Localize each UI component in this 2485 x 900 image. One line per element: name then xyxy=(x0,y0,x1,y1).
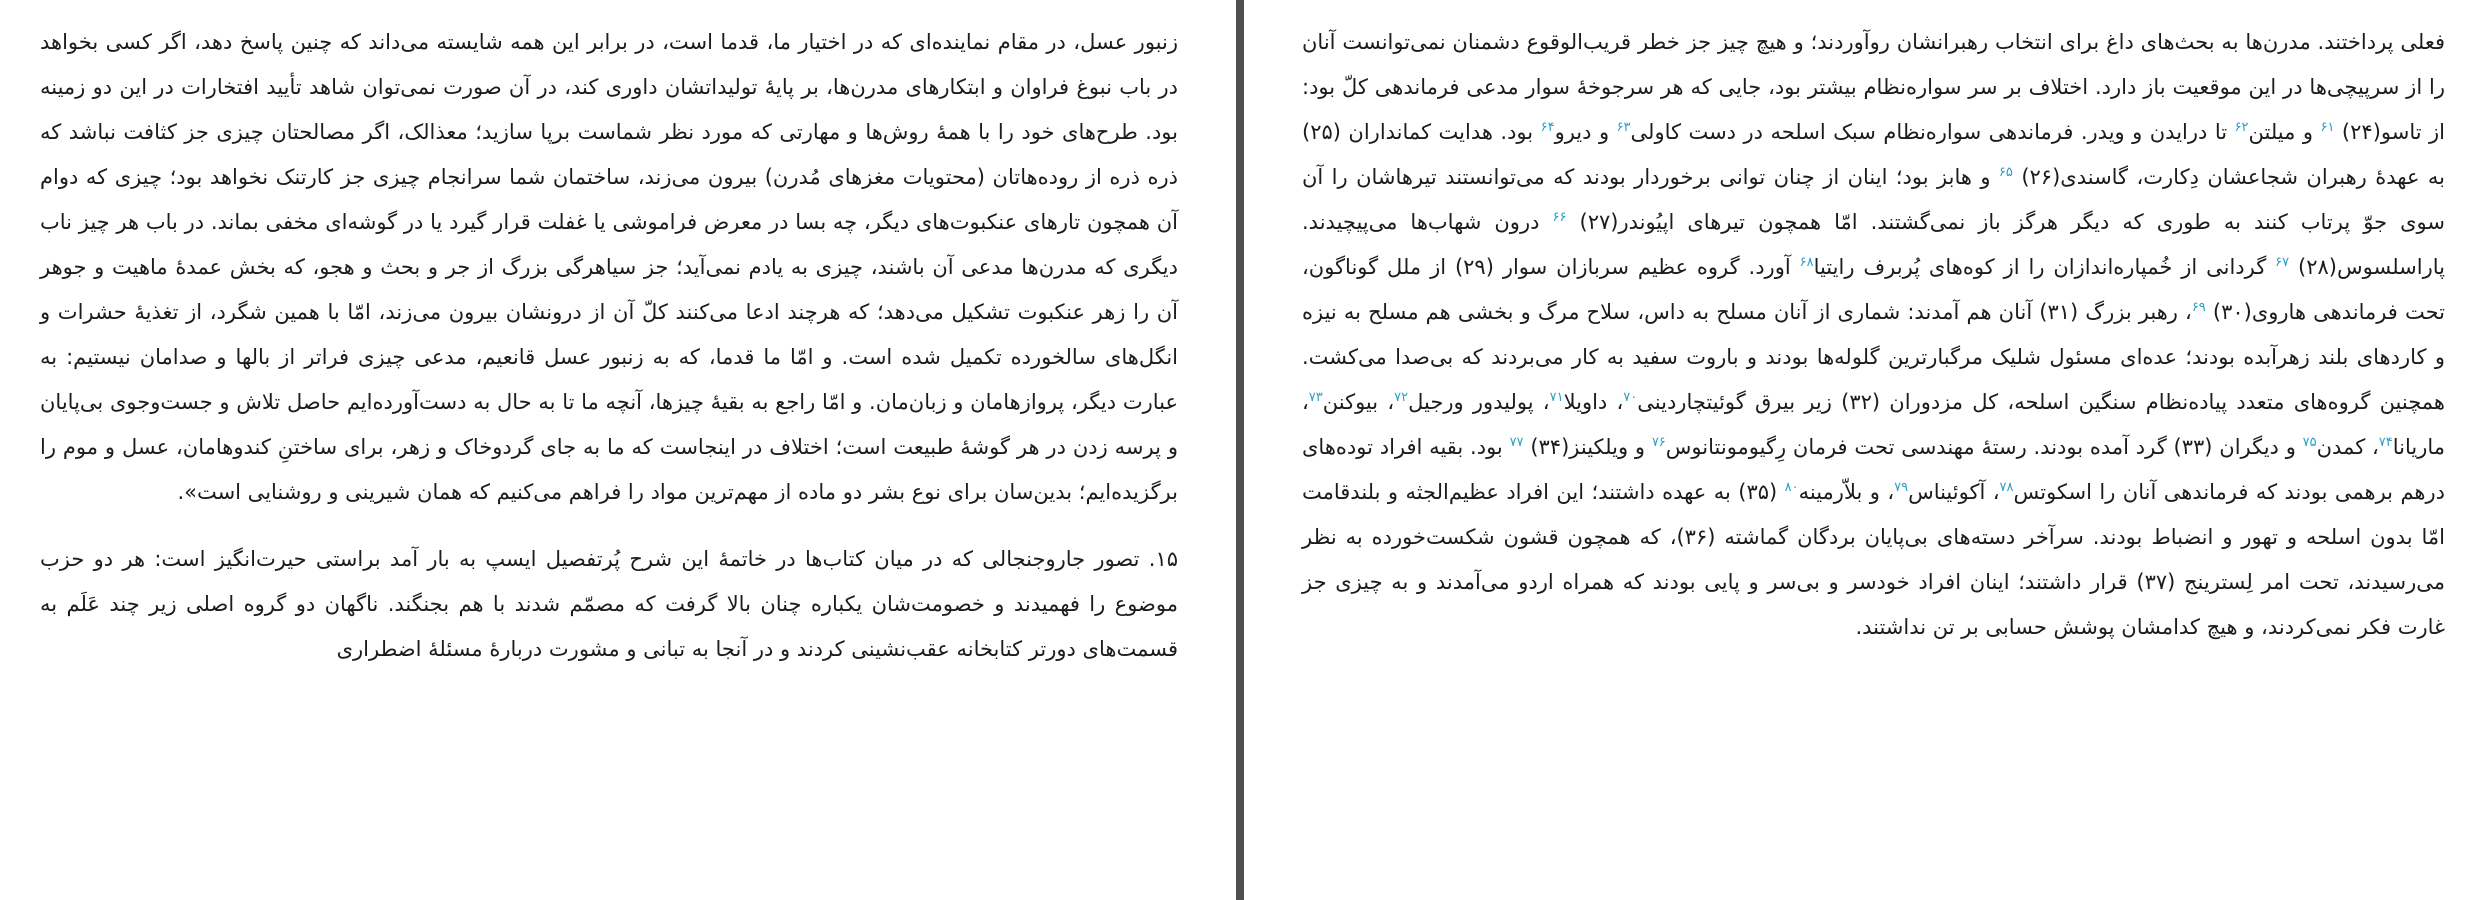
left-page-paragraph-1: زنبور عسل، در مقام نماینده‌ای که در اختیار ما، قدما است، در برابر این همه شایسته می‌داند که چنین پاسخ دهد، اگر کسی بخواهد در باب نبوغ فراوان و ابتکارهای مدرن‌ها، بر پایهٔ تولیداتشان داوری کند، در آن صورت نمی‌توان شاهد تأیید افتخارات در این دو زمینه بود. طرح‌های خود را با همهٔ روش‌ها و مهارتی که مورد نظر شماست برپا سازید؛ معذالک، اگر مصالحتان چیزی جز کثافت نباشد که ذره ذره از روده‌هاتان (محتویات مغزهای مُدرن) بیرون می‌زند، ساختمان شما سرانجام چیزی جز کارتنک نخواهد بود؛ چیزی که دوام آن همچون تارهای عنکبوت‌های دیگر، چه بسا در معرض فراموشی یا غفلت قرار گیرد یا در گوشه‌ای مخفی بماند. در باب هر چیز ناب دیگری که مدرن‌ها مدعی آن باشند، چیزی به یادم نمی‌آید؛ جز سیاهرگی بزرگ از جر و بحث و هجو، که بخش عمدهٔ ماهیت و جوهر آن را زهر عنکبوت تشکیل می‌دهد؛ که هرچند ادعا می‌کنند کلّ آن از درونشان بیرون می‌زند، امّا با همین شگرد، از تغذیهٔ حشرات و انگل‌های سالخورده تکمیل شده است. و امّا ما قدما، که به زنبور عسل قانعیم، مدعی چیزی فراتر از بالها و صدامان نیستیم: به عبارت دیگر، پروازهامان و زبان‌مان. و امّا راجع به بقیهٔ چیزها، آنچه ما تا به حال به دست‌آورده‌ایم حاصل تلاش و جست‌وجوی بی‌پایان و پرسه زدن در هر گوشهٔ طبیعت است؛ اختلاف در اینجاست که ما به جای گردوخاک و زهر، برای ساختنِ کندوهامان، عسل و موم را برگزیده‌ایم؛ بدین‌سان برای نوع بشر دو ماده از مهم‌ترین مواد را فراهم می‌کنیم که همان شیرینی و روشنایی است». xyxy=(40,30,1178,504)
footnote-ref-link[interactable]: ۶۳ xyxy=(1616,120,1631,135)
footnote-ref-link[interactable]: ۶۹ xyxy=(2191,300,2206,315)
right-page-paragraph xyxy=(1302,20,2445,650)
text-run: و دیرو xyxy=(1554,120,1617,144)
footnote-ref-link[interactable]: ۷۰ xyxy=(1623,390,1638,405)
footnote-ref-link[interactable]: ۷۱ xyxy=(1549,390,1564,405)
footnote-ref-link[interactable]: ۷۵ xyxy=(2302,435,2317,450)
text-run: ، ماریانا xyxy=(1302,390,2446,459)
text-run: ، پولیدور ورجیل xyxy=(1408,390,1550,414)
footnote-ref-link[interactable]: ۶۷ xyxy=(2275,255,2290,270)
text-run: آورد. گروه عظیم سربازان سوار (۲۹) از ملل گوناگون، تحت فرماندهی هاروی(۳۰) xyxy=(1302,255,2445,324)
footnote-ref-link[interactable]: ۷۸ xyxy=(1999,480,2014,495)
text-run: بود. بقیه افراد توده‌های درهم برهمی بودند که فرماندهی آنان را اسکوتس xyxy=(1302,435,2445,504)
footnote-ref-link[interactable]: ۶۶ xyxy=(1552,210,1567,225)
right-page xyxy=(1244,0,2485,900)
text-run: و میلتن xyxy=(2248,120,2321,144)
text-run: گردانی از خُمپاره‌اندازان را از کوه‌های پُربرف رایتیا xyxy=(1813,255,2276,279)
text-run: (۳۵) به عهده داشتند؛ این افراد عظیم‌الجثه و بلندقامت امّا بدون اسلحه و تهور و انضباط بودند. سرآخر دسته‌های بی‌پایان بردگان گماشته (۳۶)، که همچون قشون شکست‌خورده به نظر می‌رسیدند، تحت امر لِسترینج (۳۷) قرار داشتند؛ اینان افراد خودسر و بی‌سر و پایی بودند که همراه اردو می‌آمدند و به چیزی جز غارت فکر نمی‌کردند، و هیچ کدامشان پوشش حسابی بر تن نداشتند. xyxy=(1302,480,2446,639)
footnote-ref-link[interactable]: ۶۱ xyxy=(2320,120,2335,135)
footnote-ref-link[interactable]: ۸۰ xyxy=(1784,480,1799,495)
text-run: ، رهبر بزرگ (۳۱) آنان هم آمدند: شماری از آنان مسلح به داس، سلاح مرگ و بخشی هم مسلح به نیزه و کاردهای بلند زهرآبده بودند؛ عده‌ای مسئول شلیک مرگبارترین گلوله‌ها بودند و باروت سفید به کار می‌بردند که بی‌صدا می‌کشت. همچنین گروه‌های متعدد پیاده‌نظام سنگین اسلحه، کل مزدوران (۳۲) زیر بیرق گوئیتچاردینی xyxy=(1302,300,2445,414)
footnote-ref-link[interactable]: ۷۷ xyxy=(1509,435,1524,450)
footnote-ref-link[interactable]: ۶۴ xyxy=(1540,120,1555,135)
footnote-ref-link[interactable]: ۷۴ xyxy=(2378,435,2393,450)
text-run: ، بیوکنن xyxy=(1322,390,1395,414)
left-page-paragraph-2: ۱۵. تصور جاروجنجالی که در میان کتاب‌ها در خاتمهٔ این شرح پُرتفصیل ایسپ به بار آمد براستی حیرت‌انگیز است: هر دو حزب موضوع را فهمیدند و خصومت‌شان یکباره چنان بالا گرفت که مصمّم شدند با هم بجنگند. ناگهان دو گروه اصلی زیر چند عَلَم به قسمت‌های دورتر کتابخانه عقب‌نشینی کردند و در آنجا به تبانی و مشورت دربارهٔ مسئلهٔ اضطراری xyxy=(40,547,1178,661)
footnote-ref-link[interactable]: ۶۲ xyxy=(2234,120,2249,135)
footnote-ref-link[interactable]: ۷۹ xyxy=(1894,480,1909,495)
footnote-ref-link[interactable]: ۶۸ xyxy=(1799,255,1814,270)
text-run: و هابز بود؛ اینان از چنان توانی برخوردار بودند که می‌توانستند تیرهاشان را آن سوی جوّ پرتاب کنند به طوری که دیگر هرگز باز نمی‌گشتند. امّا همچون تیرهای اپیُوندر(۲۷) xyxy=(1302,165,2445,234)
text-run: فعلی پرداختند. مدرن‌ها به بحث‌های داغ برای انتخاب رهبرانشان روآوردند؛ و هیچ چیز جز خطر قریب‌الوقوع دشمنان نمی‌توانست آنان را از سرپیچی‌ها در این موقعیت باز دارد. اختلاف بر سر سواره‌نظام بیشتر بود، جایی که هر سرجوخهٔ سوار مدعی فرماندهی کلّ بود: از تاسو(۲۴) xyxy=(1302,30,2446,144)
text-run: تا درایدن و ویدر. فرماندهی سواره‌نظام سبک اسلحه در دست کاولی xyxy=(1630,120,2235,144)
text-run: درون شهاب‌ها می‌پیچیدند. پاراسلسوس(۲۸) xyxy=(1302,210,2445,279)
footnote-ref-link[interactable]: ۷۶ xyxy=(1651,435,1666,450)
text-run: ، و بلاّرمینه xyxy=(1798,480,1895,504)
text-run: ، آکوئیناس xyxy=(1908,480,2000,504)
book-spine-divider xyxy=(1236,0,1244,900)
left-page xyxy=(0,0,1236,900)
footnote-ref-link[interactable]: ۷۳ xyxy=(1308,390,1323,405)
text-run: ، داویلا xyxy=(1563,390,1624,414)
text-run: و ویلکینز(۳۴) xyxy=(1523,435,1652,459)
text-run: ، کمدن xyxy=(2316,435,2379,459)
text-run: و دیگران (۳۳) گرد آمده بودند. رستهٔ مهندسی تحت فرمان رِگیومونتانوس xyxy=(1665,435,2303,459)
text-run: بود. هدایت کمانداران (۲۵) به عهدهٔ رهبران شجاعشان دِکارت، گاسندی(۲۶) xyxy=(1302,120,2445,189)
footnote-ref-link[interactable]: ۷۲ xyxy=(1394,390,1409,405)
footnote-ref-link[interactable]: ۶۵ xyxy=(1998,165,2013,180)
